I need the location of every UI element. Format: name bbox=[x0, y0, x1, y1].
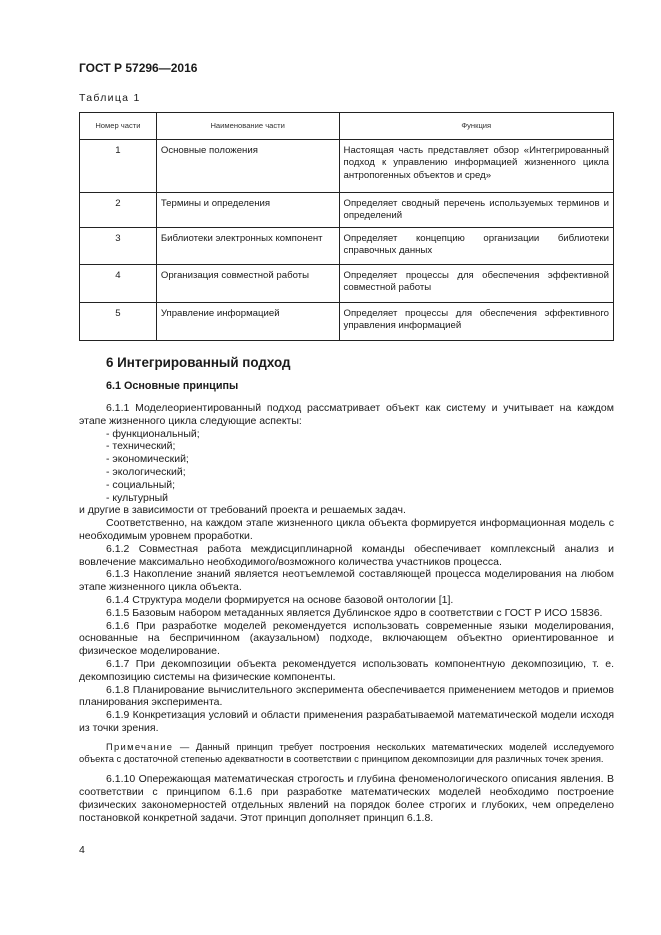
note-text: — Данный принцип требует построения нескольких математических моделей исследуемого объекта с достаточной степенью адекватности в соответствии с принципом декомпозиции для различных точек зрения. bbox=[79, 740, 614, 764]
table-row bbox=[80, 140, 614, 193]
table-row bbox=[80, 303, 614, 341]
page-number: 4 bbox=[79, 844, 85, 856]
paragraph-6-1-8: 6.1.8 Планирование вычислительного эксперимента обеспечивается применением методов и приемов планирования эксперимента. bbox=[79, 683, 614, 709]
row-number: 1 bbox=[80, 140, 157, 193]
section-title: 6 Интегрированный подход bbox=[106, 355, 291, 370]
row-function: Определяет процессы для обеспечения эффективного управления информацией bbox=[339, 303, 613, 341]
paragraph-6-1-1: 6.1.1 Моделеориентированный подход рассматривает объект как систему и учитывает на каждом этапе жизненного цикла следующие аспекты: bbox=[79, 402, 614, 427]
row-number: 2 bbox=[80, 193, 157, 228]
paragraph-6-1-9: 6.1.9 Конкретизация условий и области применения разрабатываемой математической модели исходя из точки зрения. bbox=[79, 709, 614, 734]
paragraph-6-1-3: 6.1.3 Накопление знаний является неотъемлемой составляющей процесса моделирования на любом этапе жизненного цикла объекта. bbox=[79, 568, 614, 594]
paragraph-6-1-4: 6.1.4 Структура модели формируется на основе базовой онтологии [1]. bbox=[106, 593, 454, 606]
row-number: 5 bbox=[80, 303, 157, 341]
subsection-title: 6.1 Основные принципы bbox=[106, 380, 239, 392]
document-header: ГОСТ Р 57296—2016 bbox=[79, 61, 198, 75]
column-header-function: Функция bbox=[339, 113, 613, 140]
column-header-number: Номер части bbox=[80, 113, 157, 140]
row-name: Организация совместной работы bbox=[156, 265, 339, 303]
row-number: 3 bbox=[80, 228, 157, 265]
row-name: Управление информацией bbox=[156, 303, 339, 341]
row-function: Определяет сводный перечень используемых терминов и определений bbox=[339, 193, 613, 228]
note-label: Примечание bbox=[106, 740, 174, 752]
paragraph-6-1-1-b: Соответственно, на каждом этапе жизненного цикла объекта формируется информационная модель с необходимым уровнем проработки. bbox=[79, 517, 614, 542]
table-row bbox=[80, 265, 614, 303]
list-item: - технический; bbox=[106, 440, 176, 453]
table-row bbox=[80, 193, 614, 228]
paragraph-continuation: и другие в зависимости от требований проекта и решаемых задач. bbox=[79, 504, 406, 517]
list-item: - культурный bbox=[106, 491, 169, 504]
row-function: Определяет концепцию организации библиотеки справочных данных bbox=[339, 228, 613, 265]
list-item: - социальный; bbox=[106, 478, 176, 491]
row-function: Определяет процессы для обеспечения эффективной совместной работы bbox=[339, 265, 613, 303]
column-header-name: Наименование части bbox=[156, 113, 339, 140]
row-name: Библиотеки электронных компонент bbox=[156, 228, 339, 265]
row-function: Настоящая часть представляет обзор «Интегрированный подход к управлению информацией жизненного цикла антропогенных объектов и сред» bbox=[339, 140, 613, 193]
list-item: - функциональный; bbox=[106, 427, 200, 440]
row-name: Термины и определения bbox=[156, 193, 339, 228]
parts-table bbox=[79, 112, 614, 341]
paragraph-6-1-7: 6.1.7 При декомпозиции объекта рекомендуется использовать компонентную декомпозицию, т. е. декомпозицию системы на физические компоненты. bbox=[79, 657, 614, 683]
paragraph-6-1-2: 6.1.2 Совместная работа междисциплинарной команды обеспечивает комплексный анализ и вовлечение максимально необходимого/возможного количества участников процесса. bbox=[79, 542, 614, 568]
paragraph-6-1-5: 6.1.5 Базовым набором метаданных является Дублинское ядро в соответствии с ГОСТ Р ИСО 15836. bbox=[106, 606, 603, 619]
paragraph-6-1-10: 6.1.10 Опережающая математическая строгость и глубина феноменологического описания явления. В соответствии с принципом 6.1.6 при разработке математических моделей необходимо построение физических закономерностей отдельных явлений на порядок более строгих и глубоких, чем определено постановкой конкретной задачи. Этот принцип дополняет принцип 6.1.8. bbox=[79, 773, 614, 824]
list-item: - экономический; bbox=[106, 453, 189, 466]
list-item: - экологический; bbox=[106, 465, 186, 478]
table-header-row bbox=[80, 113, 614, 140]
table-caption: Таблица 1 bbox=[79, 92, 141, 104]
paragraph-6-1-6: 6.1.6 При разработке моделей рекомендуется использовать современные языки моделирования, основанные на беспричинном (акаузальном) подходе, включающем объектно ориентированное и физическое моделирование. bbox=[79, 619, 614, 658]
table-row bbox=[80, 228, 614, 265]
body-text bbox=[79, 402, 614, 824]
row-number: 4 bbox=[80, 265, 157, 303]
row-name: Основные положения bbox=[156, 140, 339, 193]
note bbox=[79, 741, 614, 765]
